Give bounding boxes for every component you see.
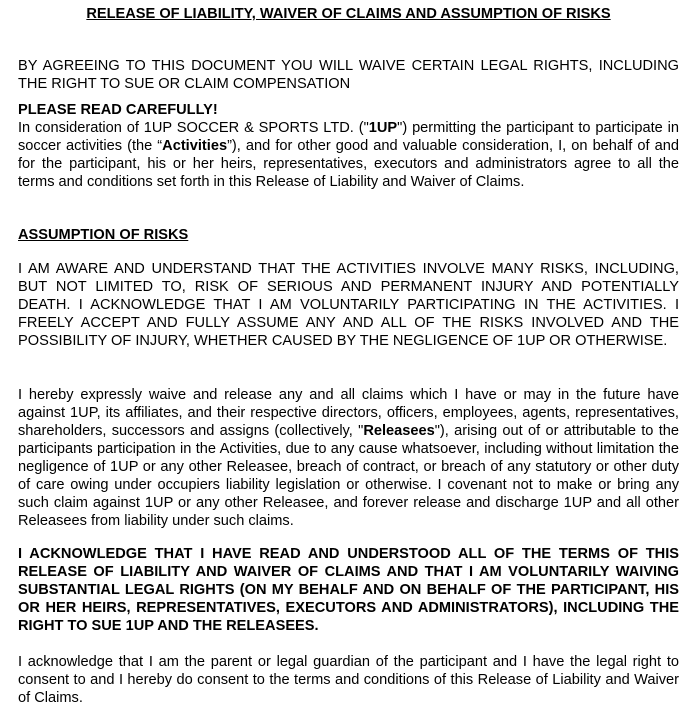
waiver-text: I hereby expressly waive and release any and all claims which I have or may in the future have against 1UP, its affiliates, and their respective directors, officers, employees, agents, representatives, shareholders, successors and assigns (collectively, " bbox=[18, 387, 679, 439]
defined-term-1up: 1UP bbox=[368, 120, 398, 136]
defined-term-releasees: Releasees bbox=[363, 423, 435, 439]
consideration-text: ") permitting the participant to participate in soccer activities (the “ bbox=[18, 120, 679, 154]
consideration-text: ”), and for other good and valuable consideration, I, on behalf of and for the participant, his or her heirs, representatives, executors and administrators agree to all the terms and conditions set forth in this Release of Liability and Waiver of Claims. bbox=[18, 138, 679, 190]
waiver-text: "), arising out of or attributable to the participants participation in the Activities, due to any cause whatsoever, including without limitation the negligence of 1UP or any other Releasee, breach of contract, or breach of any statutory or other duty of care owing under occupiers liability legislation or otherwise. I covenant not to make or bring any such claim against 1UP or any other Releasee, and forever release and discharge 1UP and all other Releasees from liability under such claims. bbox=[18, 423, 679, 529]
assumption-paragraph: I AM AWARE AND UNDERSTAND THAT THE ACTIVITIES INVOLVE MANY RISKS, INCLUDING, BUT NOT LIMITED TO, RISK OF SERIOUS AND PERMANENT INJURY AND POTENTIALLY DEATH. I ACKNOWLEDGE THAT I AM VOLUNTARILY PARTICIPATING IN THE ACTIVITIES. I FREELY ACCEPT AND FULLY ASSUME ANY AND ALL OF THE RISKS INVOLVED AND THE POSSIBILITY OF INJURY, WHETHER CAUSED BY THE NEGLIGENCE OF 1UP OR OTHERWISE. bbox=[18, 261, 679, 349]
document-title: RELEASE OF LIABILITY, WAIVER OF CLAIMS AND ASSUMPTION OF RISKS bbox=[86, 6, 611, 22]
rights-notice: BY AGREEING TO THIS DOCUMENT YOU WILL WAIVE CERTAIN LEGAL RIGHTS, INCLUDING THE RIGHT TO SUE OR CLAIM COMPENSATION bbox=[18, 58, 679, 92]
acknowledgement-paragraph: I ACKNOWLEDGE THAT I HAVE READ AND UNDERSTOOD ALL OF THE TERMS OF THIS RELEASE OF LIABILITY AND WAIVER OF CLAIMS AND THAT I AM VOLUNTARILY WAIVING SUBSTANTIAL LEGAL RIGHTS (ON MY BEHALF AND ON BEHALF OF THE PARTICIPANT, HIS OR HER HEIRS, REPRESENTATIVES, EXECUTORS AND ADMINISTRATORS), INCLUDING THE RIGHT TO SUE 1UP AND THE RELEASEES. bbox=[18, 546, 679, 634]
guardian-consent-paragraph: I acknowledge that I am the parent or legal guardian of the participant and I have the legal right to consent to and I hereby do consent to the terms and conditions of this Release of Liability and Waiver of Claims. bbox=[18, 654, 679, 706]
please-read-heading: PLEASE READ CAREFULLY! bbox=[18, 102, 218, 118]
waiver-paragraph bbox=[18, 386, 679, 530]
consideration-text: In consideration of 1UP SOCCER & SPORTS LTD. (" bbox=[18, 120, 369, 136]
assumption-heading: ASSUMPTION OF RISKS bbox=[18, 227, 189, 243]
defined-term-activities: Activities bbox=[162, 138, 228, 154]
consideration-paragraph bbox=[18, 119, 679, 191]
